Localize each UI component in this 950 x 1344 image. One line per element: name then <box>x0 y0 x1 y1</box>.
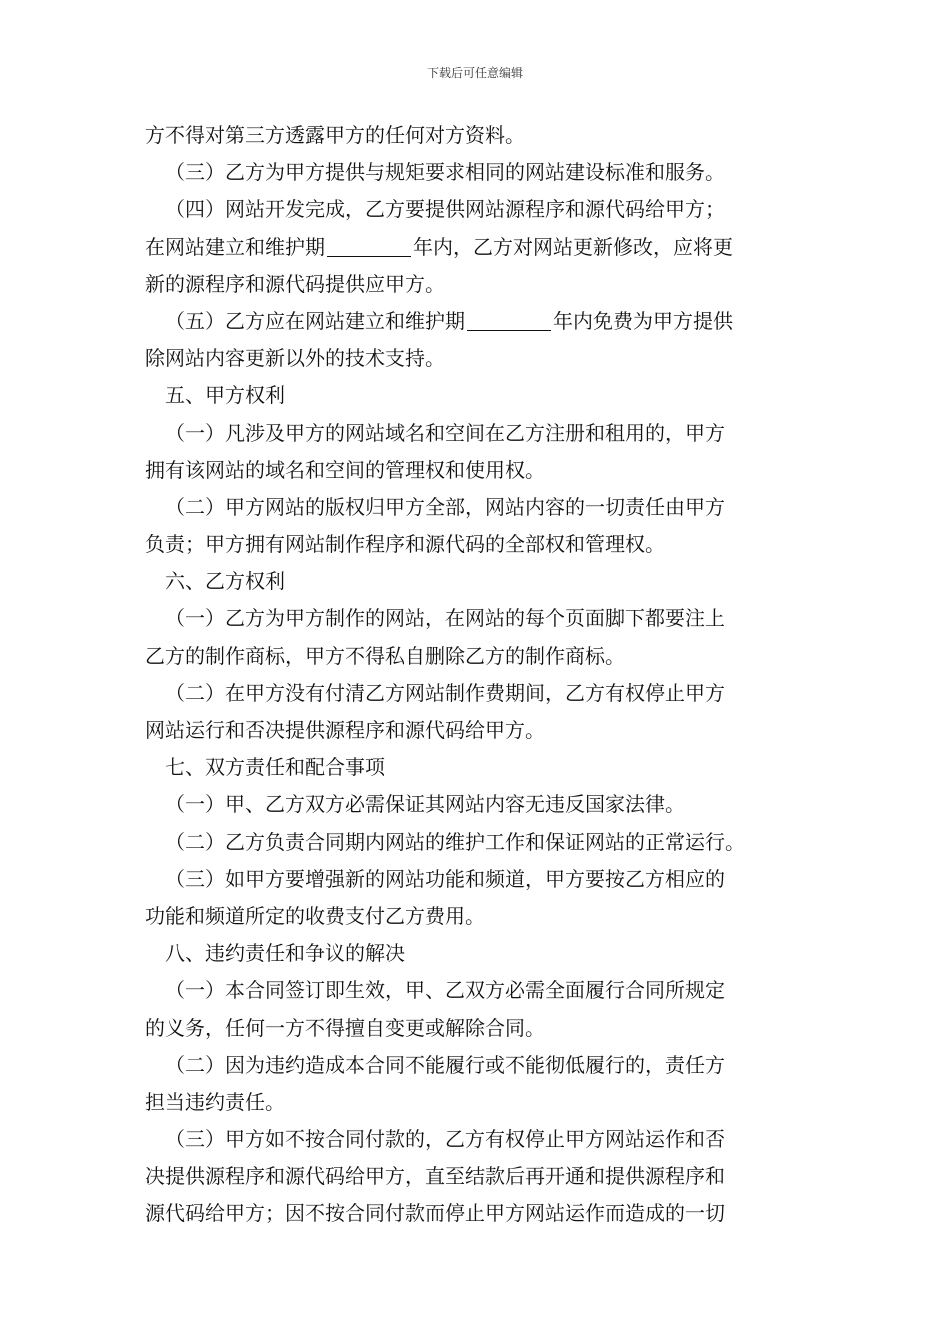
text-line <box>145 303 810 340</box>
text-line: 担当违约责任。 <box>145 1089 285 1114</box>
text-line: 拥有该网站的域名和空间的管理权和使用权。 <box>145 457 545 482</box>
text-line: （二）甲方网站的版权归甲方全部，网站内容的一切责任由甲方 <box>165 494 725 519</box>
text-line: （一）甲、乙方双方必需保证其网站内容无违反国家法律。 <box>165 792 685 817</box>
text-line: 五、甲方权利 <box>165 383 285 408</box>
text-line: （一）凡涉及甲方的网站域名和空间在乙方注册和租用的，甲方 <box>165 420 725 445</box>
text-segment: 在网站建立和维护期 <box>145 234 325 259</box>
text-line: （三）如甲方要增强新的网站功能和频道，甲方要按乙方相应的 <box>165 866 725 891</box>
text-line: 新的源程序和源代码提供应甲方。 <box>145 271 445 296</box>
text-line: （一）乙方为甲方制作的网站，在网站的每个页面脚下都要注上 <box>165 606 725 631</box>
page-header-note: 下载后可任意编辑 <box>426 66 523 80</box>
text-line: 乙方的制作商标，甲方不得私自删除乙方的制作商标。 <box>145 643 625 668</box>
text-line: （三）甲方如不按合同付款的，乙方有权停止甲方网站运作和否 <box>165 1127 725 1152</box>
fill-in-blank <box>327 234 411 257</box>
text-line: （二）因为违约造成本合同不能履行或不能彻低履行的，责任方 <box>165 1052 725 1077</box>
text-line: 功能和频道所定的收费支付乙方费用。 <box>145 903 485 928</box>
text-line: 源代码给甲方；因不按合同付款而停止甲方网站运作而造成的一切 <box>145 1201 725 1226</box>
text-line: 除网站内容更新以外的技术支持。 <box>145 346 445 371</box>
text-line: （二）在甲方没有付清乙方网站制作费期间，乙方有权停止甲方 <box>165 680 725 705</box>
document-body <box>145 117 810 1233</box>
text-line: 决提供源程序和源代码给甲方，直至结款后再开通和提供源程序和 <box>145 1164 725 1189</box>
text-line: 八、违约责任和争议的解决 <box>165 941 405 966</box>
text-line: （一）本合同签订即生效，甲、乙双方必需全面履行合同所规定 <box>165 978 725 1003</box>
text-segment: （五）乙方应在网站建立和维护期 <box>165 308 465 333</box>
text-line: 的义务，任何一方不得擅自变更或解除合同。 <box>145 1015 545 1040</box>
text-line: 六、乙方权利 <box>165 569 285 594</box>
text-line: 七、双方责任和配合事项 <box>165 755 385 780</box>
text-line: （二）乙方负责合同期内网站的维护工作和保证网站的正常运行。 <box>165 829 745 854</box>
text-line: 方不得对第三方透露甲方的任何对方资料。 <box>145 123 525 147</box>
text-line: 负责；甲方拥有网站制作程序和源代码的全部权和管理权。 <box>145 532 665 557</box>
text-line: （三）乙方为甲方提供与规矩要求相同的网站建设标准和服务。 <box>165 160 725 185</box>
text-line: 网站运行和否决提供源程序和源代码给甲方。 <box>145 718 545 742</box>
text-segment: 年内，乙方对网站更新修改，应将更 <box>413 234 733 259</box>
text-line: （四）网站开发完成，乙方要提供网站源程序和源代码给甲方； <box>165 197 725 222</box>
fill-in-blank <box>467 308 551 331</box>
text-line <box>145 229 810 266</box>
text-segment: 年内免费为甲方提供 <box>553 308 733 333</box>
